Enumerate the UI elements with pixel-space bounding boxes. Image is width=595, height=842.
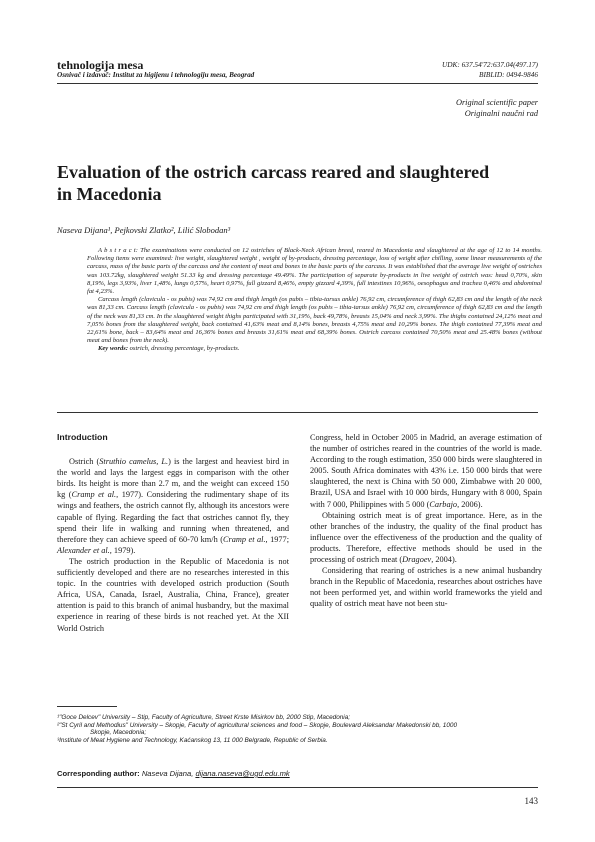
- title-line-2: in Macedonia: [57, 184, 162, 204]
- paper-type: [456, 97, 538, 119]
- footnote-1: ¹"Goce Delcev" University – Stip, Faculty of Agriculture, Street Krste Misirkov bb, 2000 Stip, Macedonia;: [57, 714, 351, 721]
- publisher-line: Osnivač i izdavač: Institut za higijenu i tehnologiju mesa, Beograd: [57, 71, 255, 79]
- footer-rule: [57, 787, 538, 788]
- corresponding-email-link[interactable]: dijana.naseva@ugd.edu.mk: [195, 769, 290, 778]
- corresponding-label: Corresponding author:: [57, 769, 140, 778]
- corresponding-name: Naseva Dijana,: [141, 769, 194, 778]
- page-number: 143: [524, 796, 538, 806]
- footnote-rule: [57, 706, 117, 707]
- paper-type-sr: Originalni naučni rad: [464, 109, 538, 118]
- corresponding-author: [57, 769, 290, 778]
- keywords-text: ostrich, dressing percentage, by-products.: [129, 345, 240, 353]
- abstract-rule: [57, 412, 538, 413]
- abstract-paragraph-1: [87, 247, 542, 296]
- header-rule: [57, 83, 538, 84]
- abstract-paragraph-2: Carcass length (clavicula - os pubis) was 74,92 cm and thigh length (os pubis – tibia-tarsus ankle) 76,92 cm, circumference of thigh 62,83 cm and the length of the neck was 81,33 cm. Carcass length (clavicula - os pubis) was 74,92 cm and thigh length (os pubis – tibia-tarsus ankle) 76,92 cm, circumference of thigh 62,83 cm and the length of the neck was 81,33 cm. In the slaughtered weight thighs participated with 31,19%, back 49,78%, breasts 15,04% and neck 3,99%. The thighs contained 24,12% meat and 7,05% bones from the slaughtered weight, back contained 41,63% meat and 8,14% bones, breasts 4,75% meat and 10,29% bones. The thigh contained 77,39% meat and 22,61% bone, back – 83,64% meat and 16,36% bones and breasts 31,61% meat and 68,39% bones. Ostrich carcass contained 70,50% meat and 25.48% bones (without meat and bones from the neck).: [87, 296, 542, 345]
- paper-type-en: Original scientific paper: [455, 98, 538, 107]
- intro-paragraph-1: Ostrich (Struthio camelus, L.) is the largest and heaviest bird in the world and lays the largest eggs in comparison with the other birds. Its height is more than 2.7 m, and the weight can exceed 150 kg (Cramp et al., 1977). Considering the rudimentary shape of its wings and feathers, the ostrich cannot fly, although its ancestors were capable of flying. Regarding the fact that ostriches cannot fly, they spend their life in walking and running when threatened, and therefore they can achieve speed of 60-70 km/h (Cramp et al., 1977; Alexander et al., 1979).: [57, 457, 290, 555]
- intro-paragraph-4: Obtaining ostrich meat is of great importance. Here, as in the other branches of the industry, the quality of the final product has influence over the effectiveness of the production and the quality of products. Therefore, effective methods should be used in the processing of ostrich meat (Dragoev, 2004).: [310, 510, 542, 565]
- footnote-2-continued: Skopje, Macedonia;: [90, 729, 147, 737]
- intro-paragraph-2: The ostrich production in the Republic of Macedonia is not sufficiently developed and there are no researches interested in this topic. In the countries with developed ostrich production (South Africa, USA, Canada, Israel, Australia, China, France), greater attention is paid to this branch of animal husbandry, but the maximal experience in rearing of these birds is not reached yet. At the XII World Ostrich: [57, 556, 289, 633]
- bibid-code: BIBLID: 0494-9846: [479, 70, 538, 79]
- article-title: [57, 161, 557, 205]
- footnote-3: ³Institute of Meat Hygiene and Technology, Kaćanskog 13, 11 000 Belgrade, Republic of Serbia.: [57, 736, 328, 744]
- keywords: [87, 345, 542, 353]
- abstract-text-1: The examinations were conducted on 12 ostriches of Black-Neck African breed, reared in Macedonia and slaughtered at the age of 12 to 14 months. Following items were examined: live weight, slaughtered weight , weight of by-products, dressing percentage, loss of weight after chilling, some linear measurements of the carcass, mass of the basic parts of the carcass and the content of meat and bones in the basic parts of the carcass. It was established that the average live weight of ostriches was 103.72kg, slaughtered weight 51.33 kg and dressing percentage 49.49%. The participation of separate by-products in live weight of ostrich was: head 0,70%, skin 8,19%, legs 3,93%, liver 1,48%, lungs 0,57%, heart 0,97%, full gizzard 8,46%, empty gizzard 4,39%, full intestines 10,96%, oesophagus and trachea 0,46% and abdominal fat 4,23%.: [87, 247, 543, 296]
- abstract: [87, 247, 542, 354]
- keywords-label: Key words:: [98, 345, 129, 353]
- authors: Naseva Dijana¹, Pejkovski Zlatko², Lilić Slobodan³: [57, 225, 231, 235]
- section-heading-introduction: Introduction: [57, 432, 108, 442]
- left-column: [57, 432, 289, 634]
- title-line-1: Evaluation of the ostrich carcass reared and slaughtered: [57, 162, 490, 182]
- footnotes: [57, 714, 537, 744]
- intro-paragraph-5: Considering that rearing of ostriches is a new animal husbandry branch in the Republic of Macedonia, researches about ostriches have not been performed yet, and within world frameworks the yield and quality of ostrich meat have not been stu-: [310, 566, 542, 609]
- udk-code: UDK: 637.54'72:637.04(497.17): [441, 60, 538, 69]
- journal-name: tehnologija mesa: [57, 58, 144, 72]
- right-column: [310, 432, 542, 610]
- intro-paragraph-3: Congress, held in October 2005 in Madrid, an average estimation of the number of ostriches reared in the countries of the world is made. According to the rough estimation, 350 000 birds were slaughtered in 2005. South Africa dominates with 43% i.e. 150 000 birds that were slaughtered, the next is China with 50 000, Zimbabwe with 20 000, Brazil, USA and Israel with 10 000 birds, Hungary with 8 000, Spain with 7 000, Philippines with 5 000 (Carbajo, 2006).: [310, 433, 542, 509]
- footnote-2: ²"St Cyril and Methodius" University – Skopje, Faculty of agricultural sciences and food – Skopje, Boulevard Aleksandar Makedonski bb, 1000: [57, 721, 458, 729]
- abstract-label: A b s t r a c t:: [98, 247, 138, 254]
